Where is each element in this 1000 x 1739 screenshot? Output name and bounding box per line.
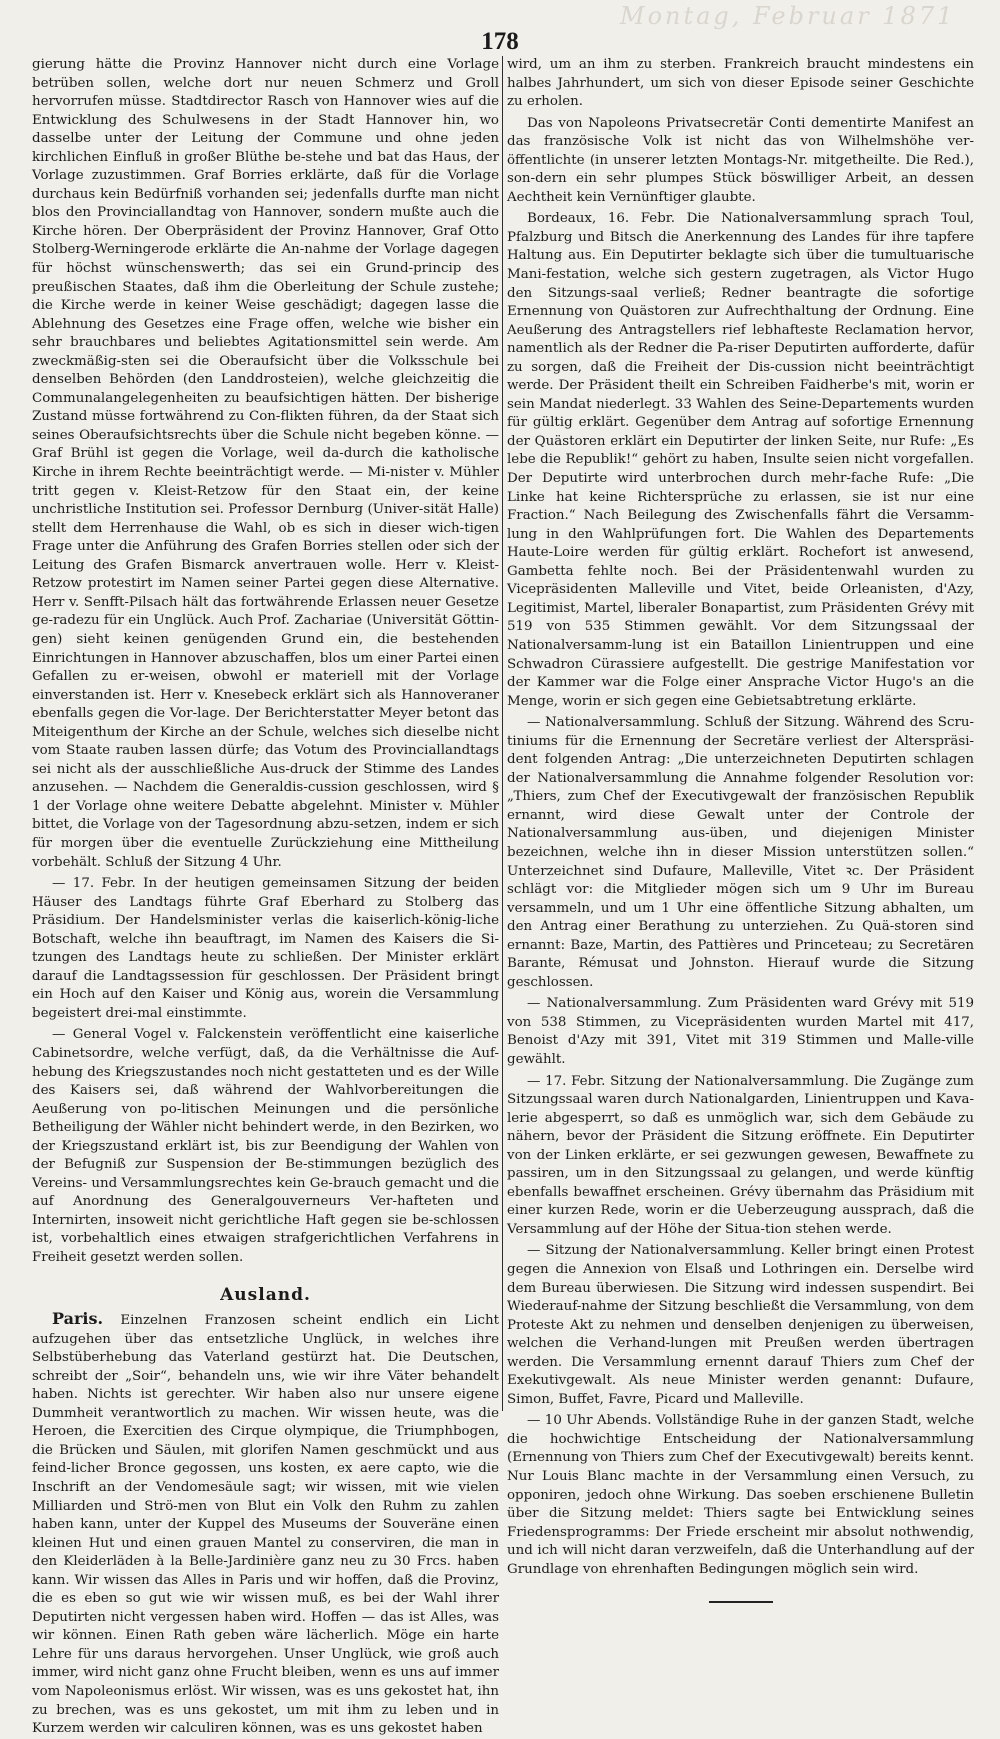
article-paragraph: — 17. Febr. In der heutigen gemeinsamen Sitzung der beiden Häuser des Landtags führte Graf Eberhard zu Stolberg das Präsidium. Der Handelsminister verlas die kaiserlich-könig-liche Botschaft, welche ihn beauftragt, im Namen des Kaisers die Si-tzungen des Landtags heute zu schließen. Der Minister erklärt darauf die Landtagssession für geschlossen. Der Präsident bringt ein Hoch auf den Kaiser und König aus, worein die Versammlung begeistert drei-mal einstimmte. — [32, 876, 499, 1021]
article-paragraph: Das von Napoleons Privatsecretär Conti dementirte Manifest an das französische Volk ist nicht das von Wilhelmshöhe ver-öffentlichte (in unserer letzten Montags-Nr. mitgetheilte. Die Red.), son-dern ein sehr plumpes Stück böswilliger Arbeit, an dessen Aechtheit kein Vernünftiger glaubte. — [507, 115, 974, 205]
end-rule — [709, 1601, 773, 1603]
article-paragraph: gierung hätte die Provinz Hannover nicht durch eine Vorlage betrüben sollen, welche dort nur neuen Schmerz und Groll hervorrufen müsse. Stadtdirector Rasch von Hannover wies auf die Entwicklung des Schulwesens in der Stadt Hannover hin, wo dasselbe unter der Leitung der Commune und ohne jeden kirchlichen Einfluß in großer Blüthe be-stehe und bat das Haus, der Vorlage zuzustimmen. Graf Borries erklärte, daß für die Vorlage durchaus kein Bedürfniß vorhanden sei; jedenfalls durfte man nicht blos den Provinciallandtag von Hannover, sondern mußte auch die Kirche hören. Der Oberpräsident der Provinz Hannover, Graf Otto Stolberg-Werningerode erklärte die An-nahme der Vorlage dagegen für höchst wünschenswerth; das sei ein Grund-princip des preußischen Staates, daß ihm die Oberleitung der Schule zustehe; die Kirche werde in keiner Weise geschädigt; dagegen lasse die Ablehnung des Gesetzes eine Frage offen, welche wie bisher ein sehr brauchbares und beliebtes Agitationsmittel sein werde. Am zweckmäßig-sten sei die Oberaufsicht über die Volksschule bei denselben Behörden (den Landdrosteien), welche gleichzeitig die Communalangelegenheiten zu beaufsichtigen hätten. Der bisherige Zustand müsse fortwährend zu Con-flikten führen, da der Staat sich seines Oberaufsichtsrechts über die Schule nicht begeben könne. — Graf Brühl ist gegen die Vorlage, weil da-durch die katholische Kirche in ihrem Rechte beeinträchtigt werde. — Mi-nister v. Mühler tritt gegen v. Kleist-Retzow für den Staat ein, der keine unchristliche Institution sei. Professor Dernburg (Univer-sität Halle) stellt dem Herrenhause die Wahl, ob es sich in dieser wich-tigen Frage unter die Anführung des Grafen Borries stellen oder sich der Leitung des Grafen Bismarck anvertrauen wolle. Herr v. Kleist-Retzow protestirt im Namen seiner Partei gegen diese Alternative. Herr v. Senfft-Pilsach hält das fortwährende Erlassen neuer Gesetze ge-radezu für ein Unglück. Auch Prof. Zachariae (Universität Göttin-gen) sieht keinen genügenden Grund ein, die bestehenden Einrichtungen in Hannover abzuschaffen, blos um einer Partei einen Gefallen zu er-weisen, obwohl er materiell mit der Vorlage einverstanden ist. Herr v. Knesebeck erklärt sich als Hannoveraner ebenfalls gegen die Vor-lage. Der Berichterstatter Meyer betont das Miteigenthum der Kirche an der Schule, welches sich dieselbe nicht vom Staate rauben lassen dürfe; das Votum des Provinciallandtags sei nicht als der ausschließliche Aus-druck der Stimme des Landes anzusehen. — Nachdem die Generaldis-cussion geschlossen, wird § 1 der Vorlage ohne weitere Debatte abgelehnt. Minister v. Mühler bittet, die Vorlage von der Tagesordnung abzu-setzen, indem er sich für morgen über die eventuelle Zurückziehung eine Mittheilung vorbehält. Schluß der Sitzung 4 Uhr. — [32, 57, 499, 870]
article-paragraph: — 17. Febr. Sitzung der Nationalversammlung. Die Zugänge zum Sitzungssaal waren durch Nationalgarden, Linientruppen und Kava-lerie abgesperrt, so daß es unmöglich war, sich dem Gebäude zu nähern, bevor der Präsident die Sitzung eröffnete. Ein Deputirter von der Linken erklärte, er sei gezwungen gewesen, Bewaffnete zu passiren, um in den Sitzungssaal zu gelangen, und werde künftig ebenfalls bewaffnet erscheinen. Grévy übernahm das Präsidium mit einer kurzen Rede, worin er die Ueberzeugung aussprach, daß die Versammlung auf der Höhe der Situa-tion stehen werde. — [507, 1073, 974, 1237]
article-paragraph: Bordeaux, 16. Febr. Die Nationalversammlung sprach Toul, Pfalzburg und Bitsch die Anerkennung des Landes für ihre tapfere Haltung aus. Ein Deputirter beklagte sich über die tumultuarische Mani-festation, welche sich gestern zugetragen, als Victor Hugo den Sitzungs-saal verließ; Redner beantragte die sofortige Ernennung von Quästoren zur Aufrechthaltung der Ordnung. Eine Aeußerung des Antragstellers rief lebhafteste Reclamation hervor, namentlich als der Redner die Pa-riser Deputirten aufforderte, dafür zu sorgen, daß die Freiheit der Dis-cussion nicht beeinträchtigt werde. Der Präsident theilt ein Schreiben Faidherbe's mit, worin er sein Mandat niederlegt. 33 Wahlen des Seine-Departements wurden für gültig erklärt. Gegenüber dem Antrag auf sofortige Ernennung der Quästoren erklärt ein Deputirter der linken Seite, nur Rufe: „Es lebe die Republik!“ gehört zu haben, Insulte seien nicht vorgefallen. Der Deputirte wird unterbrochen durch mehr-fache Rufe: „Die Linke hat keine Richtersprüche zu erlassen, sie ist nur eine Fraction.“ Nach Beilegung des Zwischenfalls fährt die Versamm-lung in den Wahlprüfungen fort. Die Wahlen des Departements Haute-Loire werden für gültig erklärt. Rochefort ist anwesend, Gambetta fehlte noch. Bei der Präsidentenwahl wurden zu Vicepräsidenten Malleville und Vitet, beide Orleanisten, d'Azy, Legitimist, Martel, liberaler Bonapartist, zum Präsidenten Grévy mit 519 von 535 Stimmen gewählt. Vor dem Sitzungssaal der Nationalversamm-lung ist ein Bataillon Linientruppen und eine Schwadron Cürassiere aufgestellt. Die gestrige Manifestation vor der Kammer war die Folge einer Ansprache Victor Hugo's an die Menge, worin er sich gegen eine Gebietsabtretung erklärte. — [507, 211, 974, 709]
paris-article-text: Einzelnen Franzosen scheint endlich ein Licht aufzugehen über das entsetzliche Unglück, in welches ihre Selbstüberhebung das Vaterland gestürzt hat. Die Deutschen, schreibt der „Soir“, behandeln uns, wie wir ihre Väter behandelt haben. Nichts ist gerechter. Wir haben also nur unsere eigene Dummheit verantwortlich zu machen. Wir wissen heute, was die Heroen, die Exercitien des Cirque olympique, die Triumphbogen, die Brücken und Säulen, mit glorifen Namen geschmückt und aus feind-licher Bronce gegossen, uns kosten, ex aere capto, wie die Inschrift an der Vendomesäule sagt; wir wissen, mit wie vielen Milliarden und Strö-men von Blut ein Volk den Ruhm zu zahlen haben kann, unter der Kuppel des Museums der Souveräne einen kleinen Hut und einen grauen Mantel zu conserviren, die man in den Kleiderläden à la Belle-Jardinière ganz neu zu 30 Frcs. haben kann. Wir wissen das Alles in Paris und wir hoffen, daß die Provinz, die es eben so gut wie wir wissen muß, es bei der Wahl ihrer Deputirten nicht vergessen haben wird. Hoffen — das ist Alles, was wir können. Einen Rath geben wäre lächerlich. Möge ein harte Lehre für uns daraus hervorgehen. Unser Unglück, wie groß auch immer, wird nicht ganz ohne Frucht bleiben, wenn es uns auf immer vom Napoleonismus erlöst. Wir wissen, was es uns gekostet hat, ihn zu brechen, was es uns gekostet, um mit ihm zu leben und in Kurzem werden wir calculiren können, was es uns gekostet haben — [32, 1313, 499, 1737]
article-paragraph: — Sitzung der Nationalversammlung. Keller bringt einen Protest gegen die Annexion von Elsaß und Lothringen ein. Derselbe wird dem Bureau überwiesen. Die Sitzung wird indessen suspendirt. Bei Wiederauf-nahme der Sitzung beschließt die Versammlung, von dem Proteste Akt zu nehmen und denselben denjenigen zu überweisen, welchen die Verhand-lungen mit Preußen werden übertragen werden. Die Versammlung ernennt darauf Thiers zum Chef der Exekutivgewalt. Als neue Minister werden genannt: Dufaure, Simon, Buffet, Favre, Picard und Malleville. — [507, 1243, 974, 1407]
article-paragraph: — Nationalversammlung. Zum Präsidenten ward Grévy mit 519 von 538 Stimmen, zu Vicepräsidenten wurden Martel mit 417, Benoist d'Azy mit 391, Vitet mit 319 Stimmen und Malle-ville gewählt. — [507, 996, 974, 1067]
article-paragraph: — Nationalversammlung. Schluß der Sitzung. Während des Scru-tiniums für die Ernennung der Secretäre verliest der Alterspräsi-dent folgenden Antrag: „Die unterzeichneten Deputirten schlagen der Nationalversammlung die Annahme folgender Resolution vor: „Thiers, zum Chef der Executivgewalt der französischen Republik ernannt, wird diese Gewalt unter der Controle der Nationalversammlung aus-üben, und diejenigen Minister bezeichnen, welche ihn in dieser Mission unterstützen sollen.“ Unterzeichnet sind Dufaure, Malleville, Vitet ꝛc. Der Präsident schlägt vor: die Mitglieder mögen sich um 9 Uhr im Bureau versammeln, und um 1 Uhr eine öffentliche Sitzung abhalten, um den Antrag einer Berathung zu unterziehen. Zu Quä-storen sind ernannt: Baze, Martin, des Pattières und Princeteau; zu Secretären Barante, Rémusat und Johnston. Hierauf wurde die Sitzung geschlossen. — [507, 715, 974, 990]
section-heading: Ausland. — [220, 1284, 311, 1305]
column-divider — [502, 56, 503, 1411]
bleed-through-text: Montag, Februar 1871 — [620, 2, 956, 30]
left-column — [32, 56, 499, 1739]
paris-article — [32, 1310, 499, 1739]
page-number: 178 — [481, 28, 519, 55]
article-paragraph: wird, um an ihm zu sterben. Frankreich braucht mindestens ein halbes Jahrhundert, um sich von dieser Episode seiner Geschichte zu erholen. — [507, 57, 974, 110]
article-paragraph: — General Vogel v. Falckenstein veröffentlicht eine kaiserliche Cabinetsordre, welche verfügt, daß, da die Verhältnisse die Auf-hebung des Kriegszustandes noch nicht gestatteten und es der Wille des Kaisers sei, daß während der Wahlvorbereitungen die Aeußerung von po-litischen Meinungen und die persönliche Betheiligung der Wähler nicht behindert werde, in den Bezirken, wo der Kriegszustand erklärt ist, bis zur Beendigung der Wahlen von der Befugniß zur Suspension der Be-stimmungen bezüglich des Vereins- und Versammlungsrechtes kein Ge-brauch gemacht und die auf Anordnung des Generalgouverneurs Ver-hafteten und Internirten, insoweit nicht gerichtliche Haft gegen sie be-schlossen ist, vorbehaltlich eines etwaigen strafgerichtlichen Verfahrens in Freiheit gesetzt werden sollen. — [32, 1027, 499, 1265]
dateline-paris: Paris. — [52, 1309, 104, 1329]
article-paragraph: — 10 Uhr Abends. Vollständige Ruhe in der ganzen Stadt, welche die hochwichtige Entscheidung der Nationalversammlung (Ernennung von Thiers zum Chef der Executivgewalt) bereits kennt. Nur Louis Blanc machte in der Versammlung einen Versuch, zu opponiren, jedoch ohne Wirkung. Das soeben erschienene Bulletin über die Sitzung meldet: Thiers sagte bei Entwicklung seines Friedensprogramms: Der Friede erscheint mir absolut nothwendig, und ich will nicht daran verzweifeln, daß die Unterhandlung auf der Grundlage von ehrenhaften Bedingungen möglich sein wird. — [507, 1413, 974, 1577]
right-column — [507, 56, 974, 1603]
